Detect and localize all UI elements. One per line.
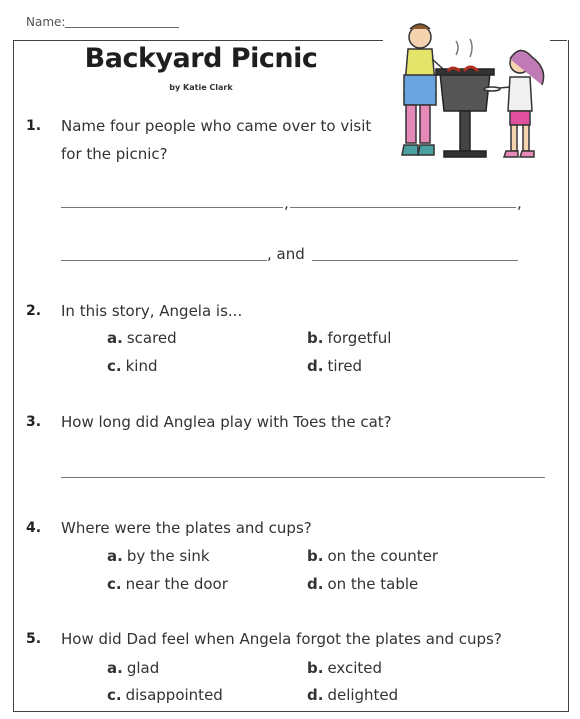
option-letter: b. (307, 547, 324, 565)
question-text: How long did Anglea play with Toes the cat? (61, 413, 392, 431)
option-letter: d. (307, 575, 324, 593)
answer-option[interactable] (107, 659, 159, 677)
option-text: excited (327, 659, 383, 677)
answer-line[interactable] (290, 207, 516, 208)
option-letter: b. (307, 659, 324, 677)
option-text: scared (126, 329, 177, 347)
option-letter: c. (107, 357, 122, 375)
question-text: Where were the plates and cups? (61, 519, 312, 537)
answer-option[interactable] (107, 329, 177, 347)
answer-option[interactable] (307, 329, 391, 347)
option-text: delighted (327, 686, 399, 704)
separator-comma: , (517, 194, 522, 212)
worksheet-title: Backyard Picnic (84, 43, 318, 74)
answer-line[interactable] (312, 260, 518, 261)
answer-option[interactable] (107, 686, 223, 704)
option-letter: d. (307, 686, 324, 704)
option-letter: c. (107, 686, 122, 704)
name-field-line[interactable] (65, 27, 179, 28)
option-text: near the door (125, 575, 228, 593)
option-letter: d. (307, 357, 324, 375)
option-text: by the sink (126, 547, 210, 565)
answer-line[interactable] (61, 477, 545, 478)
question-text: How did Dad feel when Angela forgot the plates and cups? (61, 630, 502, 648)
author-byline: by Katie Clark (169, 83, 233, 92)
option-letter: a. (107, 329, 123, 347)
option-letter: a. (107, 659, 123, 677)
bbq-picnic-illustration (380, 15, 560, 165)
option-letter: c. (107, 575, 122, 593)
answer-line[interactable] (61, 260, 267, 261)
question-text-continued: for the picnic? (61, 145, 168, 163)
answer-option[interactable] (307, 547, 438, 565)
question-number: 4. (26, 520, 42, 536)
answer-option[interactable] (307, 659, 382, 677)
option-text: forgetful (327, 329, 392, 347)
answer-option[interactable] (107, 575, 228, 593)
option-text: on the table (327, 575, 419, 593)
question-text: Name four people who came over to visit (61, 117, 372, 135)
option-text: tired (327, 357, 363, 375)
frame-top-border-left (13, 40, 383, 41)
option-letter: b. (307, 329, 324, 347)
answer-option[interactable] (307, 575, 418, 593)
answer-option[interactable] (307, 686, 398, 704)
option-text: kind (125, 357, 158, 375)
answer-line[interactable] (61, 207, 283, 208)
question-number: 3. (26, 414, 42, 430)
answer-option[interactable] (107, 547, 210, 565)
answer-option[interactable] (107, 357, 157, 375)
separator-comma: , (284, 194, 289, 212)
option-text: disappointed (125, 686, 223, 704)
answer-option[interactable] (307, 357, 362, 375)
option-letter: a. (107, 547, 123, 565)
girl-figure (484, 50, 544, 157)
question-number: 2. (26, 303, 42, 319)
option-text: on the counter (327, 547, 438, 565)
grill-figure (436, 39, 494, 157)
name-label: Name: (26, 15, 66, 29)
question-number: 5. (26, 631, 42, 647)
separator-and: , and (267, 245, 305, 263)
question-text: In this story, Angela is... (61, 302, 243, 320)
question-number: 1. (26, 118, 42, 134)
option-text: glad (126, 659, 160, 677)
